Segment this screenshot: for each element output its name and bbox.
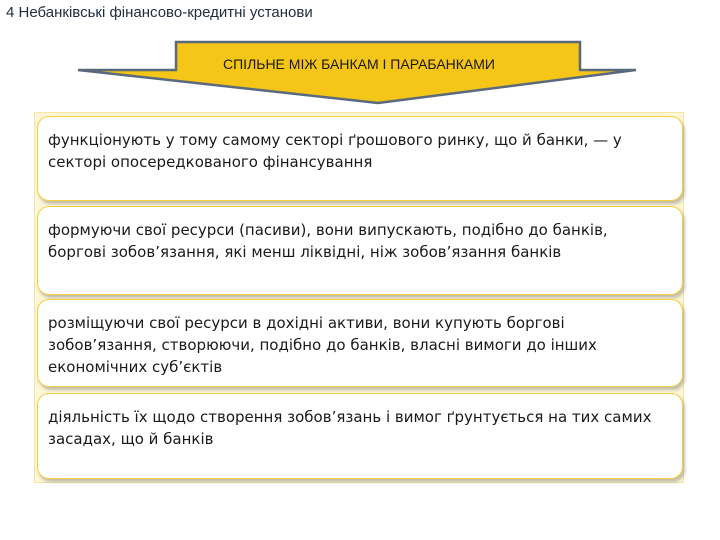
item-text: розміщуючи свої ресурси в дохідні активи, вони купують боргові зобов’язання, створюючи, подібно до банків, власні вимоги до інших економічних суб’єктів bbox=[48, 314, 597, 376]
list-item bbox=[37, 116, 683, 201]
page-title: 4 Небанківські фінансово-кредитні установи bbox=[6, 4, 313, 21]
list-item bbox=[37, 206, 683, 295]
list-item bbox=[37, 299, 683, 387]
item-text: формуючи свої ресурси (пасиви), вони випускають, подібно до банків, боргові зобов’язання, які менш ліквідні, ніж зобов’язання банків bbox=[48, 221, 608, 261]
banner-label: СПІЛЬНЕ МІЖ БАНКАМ І ПАРАБАНКАМИ bbox=[223, 56, 495, 72]
list-item bbox=[37, 393, 683, 479]
item-text: діяльність їх щодо створення зобов’язань і вимог ґрунтується на тих самих засадах, що й банків bbox=[48, 408, 652, 448]
item-text: функціонують у тому самому секторі ґрошового ринку, що й банки, — у секторі опосередкованого фінансування bbox=[48, 131, 622, 171]
